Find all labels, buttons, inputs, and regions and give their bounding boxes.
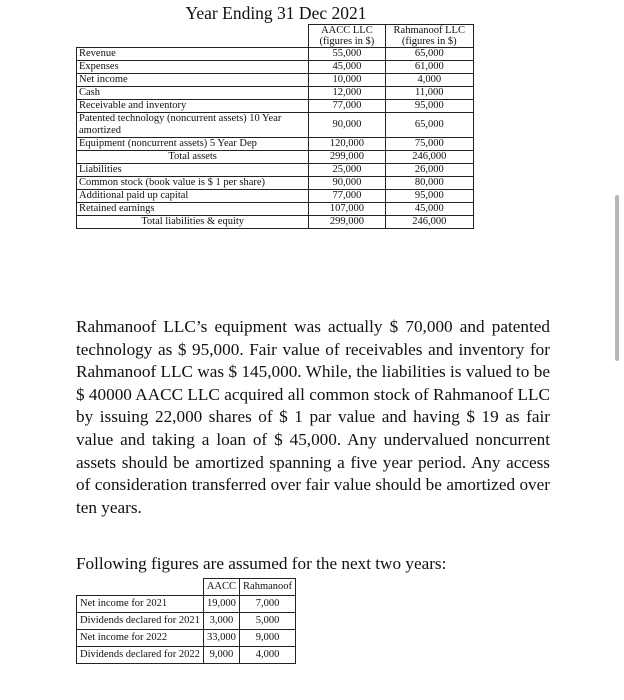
problem-paragraph: Rahmanoof LLC’s equipment was actually $ 70,000 and patented technology as $ 95,000. Fair value of receivables and inventory for Rahmanoof LLC was $ 145,000. While, the liabilities is valued to be $ 40000 AACC LLC acquired all common stock of Rahmanoof LLC by issuing 22,000 shares of $ 1 par value and having $ 19 as fair value and taking a loan of $ 45,000. Any undervalued noncurrent assets should be amortized spanning a five year period. Any access of consideration transferred over fair value should be amortized over ten years. <box>76 317 550 517</box>
table-header-row <box>77 579 296 596</box>
table-row: Expenses 45,000 61,000 <box>77 61 474 74</box>
table-row: Total liabilities & equity 299,000 246,000 <box>77 216 474 229</box>
table-row: Dividends declared for 2021 3,000 5,000 <box>77 613 296 630</box>
following-heading: Following figures are assumed for the next two years: <box>76 554 447 573</box>
table-row: Net income for 2022 33,000 9,000 <box>77 630 296 647</box>
header-rahmanoof: Rahmanoof LLC (figures in $) <box>385 25 473 48</box>
header-rahmanoof: Rahmanoof <box>240 579 296 596</box>
table-row: Equipment (noncurrent assets) 5 Year Dep 120,000 75,000 <box>77 138 474 151</box>
scrollbar[interactable] <box>615 195 619 361</box>
table-row: Net income for 2021 19,000 7,000 <box>77 596 296 613</box>
table-row: Total assets 299,000 246,000 <box>77 151 474 164</box>
table-row: Receivable and inventory 77,000 95,000 <box>77 100 474 113</box>
table-header-row <box>77 25 474 48</box>
table-row: Common stock (book value is $ 1 per share) 90,000 80,000 <box>77 177 474 190</box>
table-row: Liabilities 25,000 26,000 <box>77 164 474 177</box>
table-row: Patented technology (noncurrent assets) 10 Year amortized 90,000 65,000 <box>77 113 474 138</box>
header-aacc: AACC LLC (figures in $) <box>309 25 385 48</box>
header-aacc: AACC <box>203 579 239 596</box>
table-row: Additional paid up capital 77,000 95,000 <box>77 190 474 203</box>
future-figures-table <box>76 578 296 664</box>
balance-sheet-table <box>76 24 474 229</box>
table-row: Dividends declared for 2022 9,000 4,000 <box>77 647 296 664</box>
table-row: Revenue 55,000 65,000 <box>77 48 474 61</box>
table-row: Net income 10,000 4,000 <box>77 74 474 87</box>
page-title: Year Ending 31 Dec 2021 <box>185 3 367 23</box>
table-row: Retained earnings 107,000 45,000 <box>77 203 474 216</box>
table-row: Cash 12,000 11,000 <box>77 87 474 100</box>
